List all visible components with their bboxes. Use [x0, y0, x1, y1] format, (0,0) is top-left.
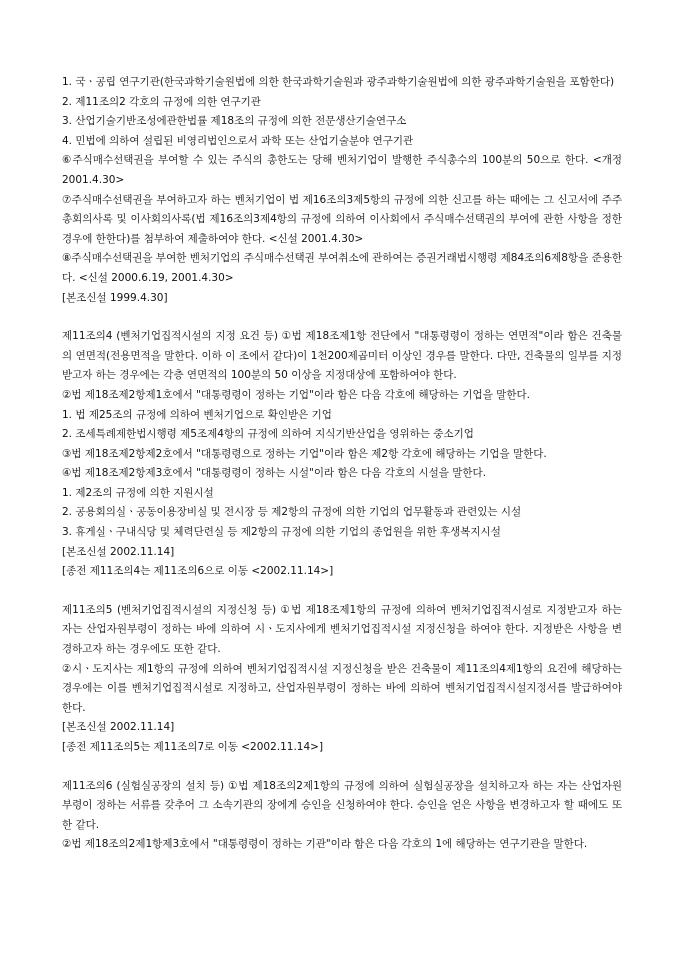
article-11-4-paragraph-3: ③법 제18조제2항제2호에서 "대통령령으로 정하는 기업"이라 함은 제2항 각호에 해당하는 기업을 말한다. [62, 447, 547, 460]
section-gap [62, 308, 622, 327]
article-11-4-heading: 제11조의4 (벤처기업집적시설의 지정 요건 등) ①법 제18조제1항 전단에서 "대통령령이 정하는 연면적"이라 함은 건축물의 연면적(전용면적을 말한다. 이하 이 조에서 같다)이 1천200제곱미터 이상인 경우를 말한다. 다만, 건축물의 일부를 지정받고자 하는 경우에는 각층 연면적의 100분의 50 이상을 지정대상에 포함하여야 한다. [62, 330, 622, 382]
paragraph-7: ⑦주식매수선택권을 부여하고자 하는 벤처기업이 법 제16조의3제5항의 규정에 의한 신고를 하는 때에는 그 신고서에 주주총회의사록 및 이사회의사록(법 제16조의3제4항의 규정에 의하여 이사회에서 주식매수선택권의 부여에 관한 사항을 정한 경우에 한한다)를 첨부하여 제출하여야 한다. <신설 2001.4.30> [62, 193, 622, 245]
article-11-4-enactment-note: [본조신설 2002.11.14] [62, 545, 175, 558]
article-11-4-move-note: [종전 제11조의4는 제11조의6으로 이동 <2002.11.14>] [62, 565, 334, 578]
enactment-note: [본조신설 1999.4.30] [62, 291, 168, 304]
clause-item-4: 4. 민법에 의하여 설립된 비영리법인으로서 과학 또는 산업기술분야 연구기관 [62, 134, 414, 147]
article-11-4-item-2: 2. 조세특례제한법시행령 제5조제4항의 규정에 의하여 지식기반산업을 영위하는 중소기업 [62, 428, 474, 441]
clause-item-3: 3. 산업기술기반조성에관한법률 제18조의 규정에 의한 전문생산기술연구소 [62, 115, 407, 128]
article-11-4-facility-3: 3. 휴게실ㆍ구내식당 및 체력단련실 등 제2항의 규정에 의한 기업의 종업원을 위한 후생복지시설 [62, 526, 501, 539]
section-gap [62, 758, 622, 777]
article-11-4-paragraph-2: ②법 제18조제2항제1호에서 "대통령령이 정하는 기업"이라 함은 다음 각호에 해당하는 기업을 말한다. [62, 388, 530, 401]
article-11-4-paragraph-4: ④법 제18조제2항제3호에서 "대통령령이 정하는 시설"이라 함은 다음 각호의 시설을 말한다. [62, 467, 487, 480]
article-11-5-paragraph-2: ②시ㆍ도지사는 제1항의 규정에 의하여 벤처기업집적시설 지정신청을 받은 건축물이 제11조의4제1항의 요건에 해당하는 경우에는 이를 벤처기업집적시설로 지정하고, 산업자원부령이 정하는 바에 의하여 벤처기업집적시설지정서를 발급하여야 한다. [62, 662, 622, 714]
paragraph-6: ⑥주식매수선택권을 부여할 수 있는 주식의 총한도는 당해 벤처기업이 발행한 주식총수의 100분의 50으로 한다. <개정 2001.4.30> [62, 154, 622, 186]
clause-item-1: 1. 국ㆍ공립 연구기관(한국과학기술원법에 의한 한국과학기술원과 광주과학기술원법에 의한 광주과학기술원을 포함한다) [62, 76, 615, 88]
paragraph-8: ⑧주식매수선택권을 부여한 벤처기업의 주식매수선택권 부여취소에 관하여는 증권거래법시행령 제84조의6제8항을 준용한다. <신설 2000.6.19, 2001.4.30> [62, 252, 622, 284]
article-11-6-heading: 제11조의6 (실험실공장의 설치 등) ①법 제18조의2제1항의 규정에 의하여 실험실공장을 설치하고자 하는 자는 산업자원부령이 정하는 서류를 갖추어 그 소속기관의 장에게 승인을 신청하여야 한다. 승인을 얻은 사항을 변경하고자 할 때에도 또한 같다. [62, 779, 622, 831]
article-11-4-facility-2: 2. 공용회의실ㆍ공동이용장비실 및 전시장 등 제2항의 규정에 의한 기업의 업무활동과 관련있는 시설 [62, 506, 522, 519]
article-11-5-move-note: [종전 제11조의5는 제11조의7로 이동 <2002.11.14>] [62, 741, 324, 753]
article-11-5-enactment-note: [본조신설 2002.11.14] [62, 721, 175, 734]
section-gap [62, 582, 622, 601]
article-11-5-heading: 제11조의5 (벤처기업집적시설의 지정신청 등) ①법 제18조제1항의 규정에 의하여 벤처기업집적시설로 지정받고자 하는 자는 산업자원부령이 정하는 바에 의하여 시ㆍ도지사에게 벤처기업집적시설 지정신청을 하여야 한다. 지정받은 사항을 변경하고자 하는 경우에도 또한 같다. [62, 603, 622, 656]
article-11-6-paragraph-2: ②법 제18조의2제1항제3호에서 "대통령령이 정하는 기관"이라 함은 다음 각호의 1에 해당하는 연구기관을 말한다. [62, 838, 588, 851]
article-11-4-facility-1: 1. 제2조의 규정에 의한 지원시설 [62, 486, 214, 499]
clause-item-2: 2. 제11조의2 각호의 규정에 의한 연구기관 [62, 95, 261, 108]
article-11-4-item-1: 1. 법 제25조의 규정에 의하여 벤처기업으로 확인받은 기업 [62, 408, 332, 421]
document-page [62, 73, 622, 855]
